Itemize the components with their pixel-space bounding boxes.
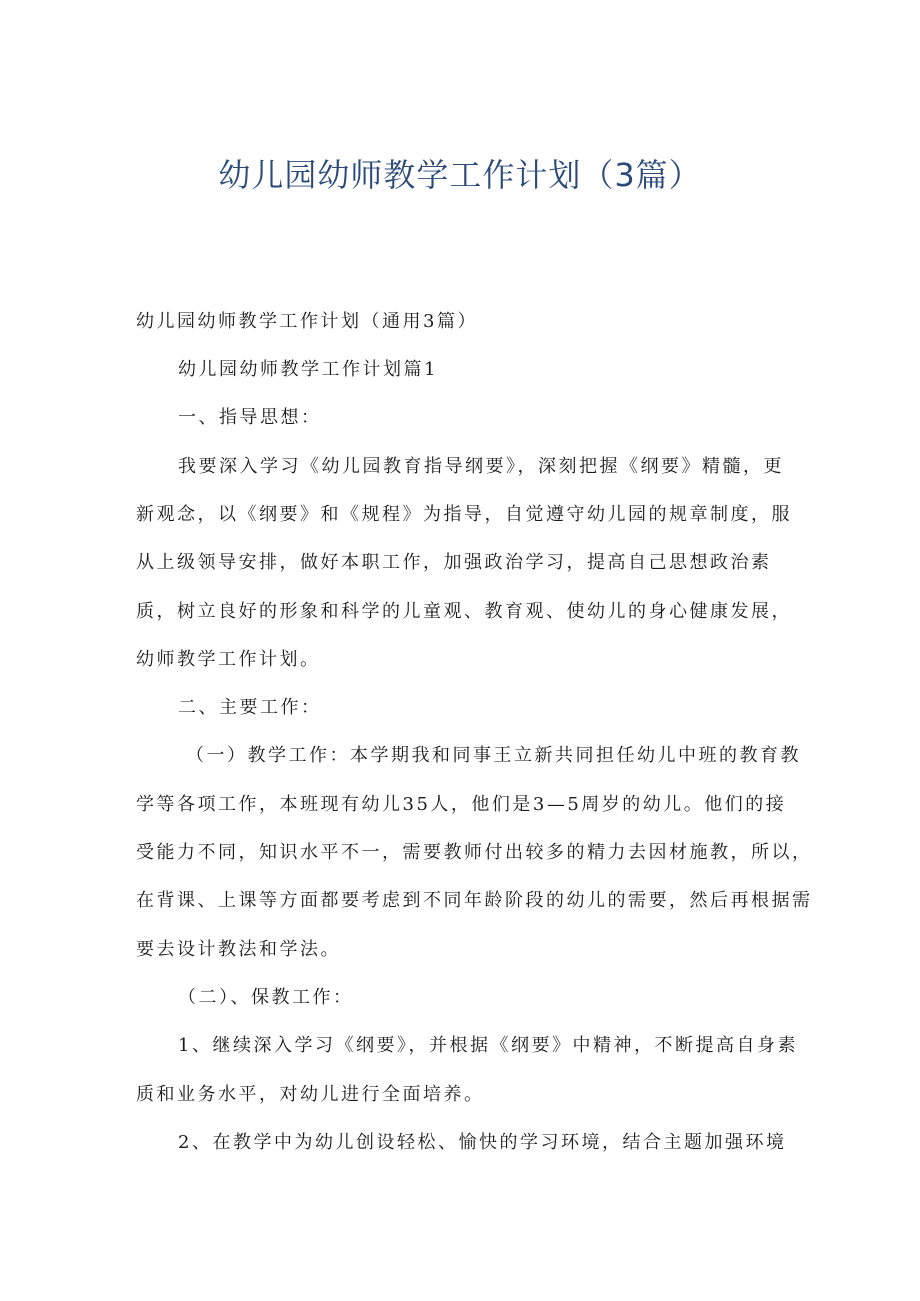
section-title: 幼儿园幼师教学工作计划篇1	[178, 359, 438, 380]
paragraph-line: 从上级领导安排，做好本职工作，加强政治学习，提高自己思想政治素	[136, 552, 772, 573]
heading-main-work: 二、主要工作：	[178, 697, 322, 718]
paragraph-line: 学等各项工作，本班现有幼儿35人，他们是3—5周岁的幼儿。他们的接	[136, 794, 787, 815]
paragraph-line: 2、在教学中为幼儿创设轻松、愉快的学习环境，结合主题加强环境	[178, 1132, 787, 1153]
paragraph-line: 在背课、上课等方面都要考虑到不同年龄阶段的幼儿的需要，然后再根据需	[136, 890, 813, 911]
paragraph-line: （一）教学工作：本学期我和同事王立新共同担任幼儿中班的教育教	[186, 745, 801, 766]
paragraph-line: 要去设计教法和学法。	[136, 939, 341, 960]
paragraph-line: 质和业务水平，对幼儿进行全面培养。	[136, 1084, 485, 1105]
paragraph-line: 新观念，以《纲要》和《规程》为指导，自觉遵守幼儿园的规章制度，服	[136, 504, 792, 525]
paragraph-line: 幼师教学工作计划。	[136, 649, 321, 670]
heading-care-work: （二）、保教工作：	[178, 987, 354, 1008]
paragraph-line: 我要深入学习《幼儿园教育指导纲要》，深刻把握《纲要》精髓，更	[178, 456, 784, 477]
paragraph-line: 1、继续深入学习《纲要》，并根据《纲要》中精神，不断提高自身素	[178, 1035, 798, 1056]
paragraph-line: 受能力不同，知识水平不一，需要教师付出较多的精力去因材施教，所以，	[136, 842, 813, 863]
paragraph-line: 质，树立良好的形象和科学的儿童观、教育观、使幼儿的身心健康发展，	[136, 601, 792, 622]
document-subtitle: 幼儿园幼师教学工作计划（通用3篇）	[136, 311, 478, 332]
heading-guiding-ideology: 一、指导思想：	[178, 407, 322, 428]
document-title: 幼儿园幼师教学工作计划（3篇）	[218, 156, 702, 194]
